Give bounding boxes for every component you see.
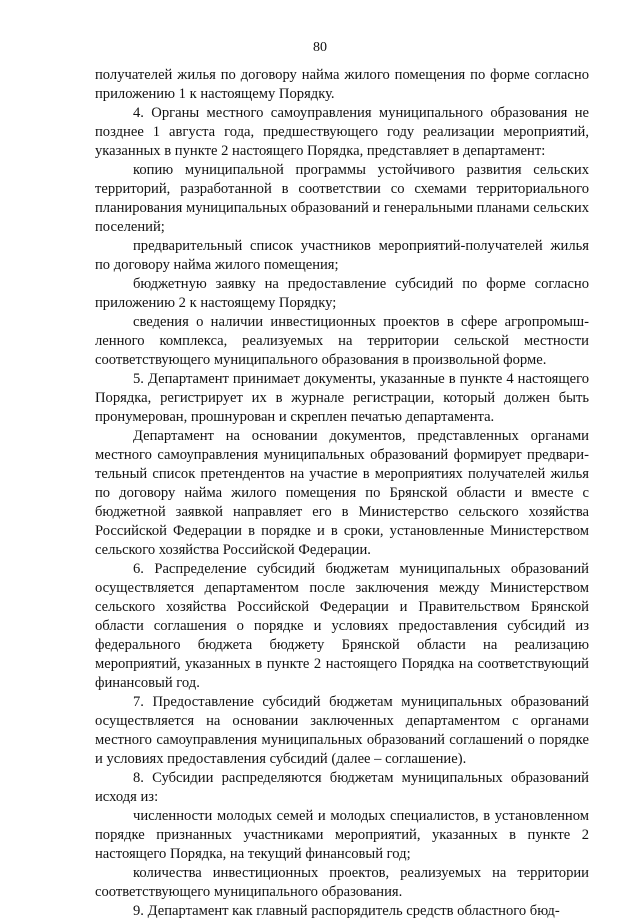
document-body xyxy=(95,66,589,921)
paragraph: 7. Предоставление субсидий бюджетам муниципальных образований осуществляется на основании заключенных департаментом с органами местного самоуправления муниципальных образований соглашений о порядке и условиях предоставления субсидий (далее – соглашение). xyxy=(95,694,589,767)
paragraph: предварительный список участников мероприятий-получателей жилья по договору найма жилого помещения; xyxy=(95,238,589,273)
paragraph: количества инвестиционных проектов, реализуемых на территории соответствующего муниципального образования. xyxy=(95,865,589,900)
page-number: 80 xyxy=(313,40,327,55)
paragraph: получателей жилья по договору найма жилого помещения по форме согласно приложению 1 к настоящему Порядку. xyxy=(95,67,589,102)
paragraph: 8. Субсидии распределяются бюджетам муниципальных образований исходя из: xyxy=(95,770,589,805)
paragraph: 4. Органы местного самоуправления муниципального образования не позднее 1 августа года, предшествующего году реализации мероприятий, указанных в пункте 2 настоящего Порядка, представляет в департамент: xyxy=(95,105,589,159)
paragraph: бюджетную заявку на предоставление субсидий по форме согласно приложению 2 к настоящему Порядку; xyxy=(95,276,589,311)
paragraph: сведения о наличии инвестиционных проектов в сфере агропромышленного комплекса, реализуемых на территории сельской местности соответствующего муниципального образования в произвольной форме. xyxy=(95,314,589,368)
paragraph: 6. Распределение субсидий бюджетам муниципальных образований осуществляется департаментом после заключения между Министерством сельского хозяйства Российской Федерации и Правительством Брянской области соглашения о порядке и условиях предоставления субсидий из федерального бюджета бюджету Брянской области на реализацию мероприятий, указанных в пункте 2 настоящего Порядка на соответствующий финансовый год. xyxy=(95,561,589,691)
paragraph: копию муниципальной программы устойчивого развития сельских территорий, разработанной в соответствии со схемами территориального планирования муниципальных образований и генеральными планами сельских поселений; xyxy=(95,162,589,235)
paragraph: 9. Департамент как главный распорядитель средств областного бюд- xyxy=(133,903,560,919)
paragraph: численности молодых семей и молодых специалистов, в установленном порядке признанных участниками мероприятий, указанных в пункте 2 настоящего Порядка, на текущий финансовый год; xyxy=(95,808,589,862)
paragraph: Департамент на основании документов, представленных органами местного самоуправления муниципальных образований формирует предварительный список претендентов на участие в мероприятиях получателей жилья по договору найма жилого помещения по Брянской области и вместе с бюджетной заявкой направляет его в Министерство сельского хозяйства Российской Федерации в порядке и в сроки, установленные Министерством сельского хозяйства Российской Федерации. xyxy=(95,428,589,558)
paragraph: 5. Департамент принимает документы, указанные в пункте 4 настоящего Порядка, регистрирует их в журнале регистрации, который должен быть пронумерован, прошнурован и скреплен печатью департамента. xyxy=(95,371,589,425)
